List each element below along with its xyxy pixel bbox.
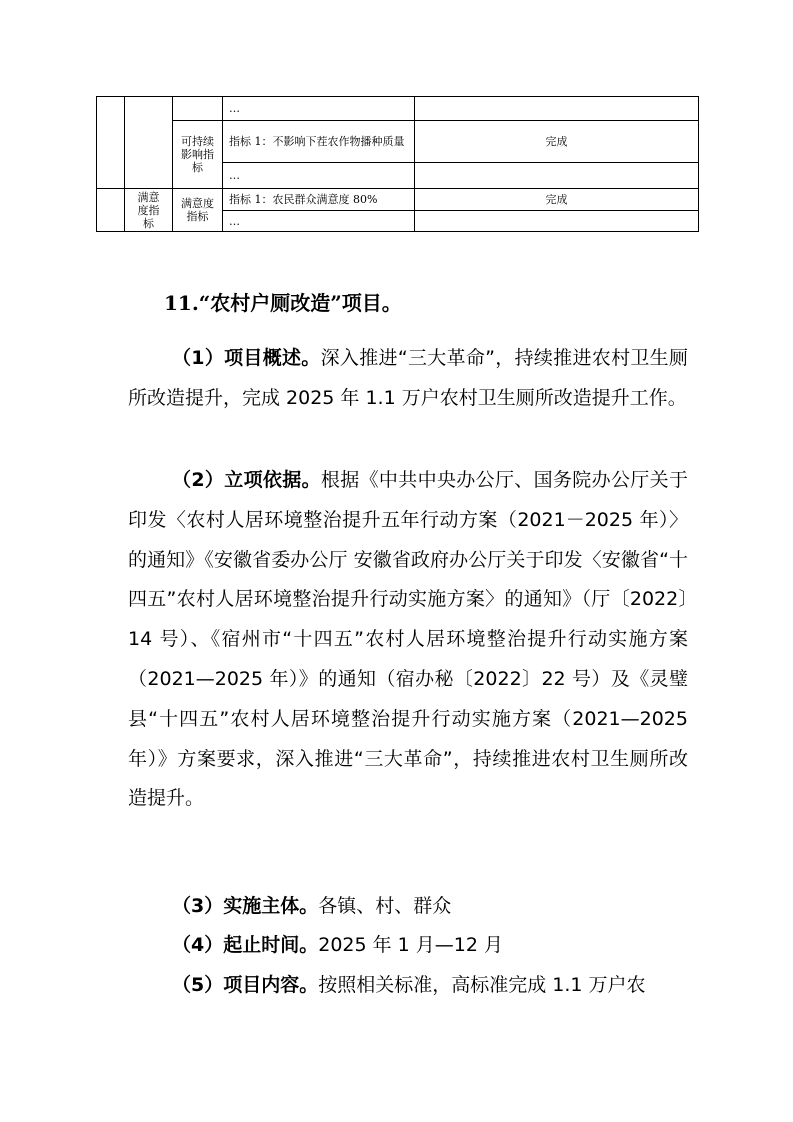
overview-text: 深入推进“三大革命”，持续推进农村卫生厕所改造提升，完成 2025 年 1.1 万户农村卫生厕所改造提升工作。 (128, 347, 688, 409)
satisfaction-value-cell: 完成 (415, 189, 699, 211)
table-first-col-cell (97, 189, 125, 232)
sustainability-value-cell: 完成 (415, 121, 699, 163)
table-ellipsis-cell: … (223, 163, 415, 189)
paragraph-overview (128, 339, 688, 419)
table-second-col-cell (125, 97, 173, 189)
table-blank-cell (173, 97, 223, 121)
table-blank-cell (415, 97, 699, 121)
paragraph-period (128, 926, 688, 966)
sustainability-category-cell: 可持续影响指标 (173, 121, 223, 189)
paragraph-implementer (128, 887, 688, 927)
paragraph-content (128, 966, 688, 1006)
table-blank-cell (415, 163, 699, 189)
table-ellipsis-cell: … (223, 211, 415, 232)
paragraph-basis (128, 461, 688, 819)
table-ellipsis-cell: … (223, 97, 415, 121)
sustainability-indicator-cell: 指标 1：不影响下茬农作物播种质量 (223, 121, 415, 163)
table-first-col-cell (97, 97, 125, 189)
table-blank-cell (415, 211, 699, 232)
implementer-text: 各镇、村、群众 (318, 895, 452, 917)
overview-lead: （1）项目概述。 (172, 347, 321, 369)
basis-text: 根据《中共中央办公厅、国务院办公厅关于印发〈农村人居环境整治提升五年行动方案（2021－2025 年）〉的通知》《安徽省委办公厅 安徽省政府办公厅关于印发〈安徽省“十四五”农村人居环境整治提升行动实施方案〉的通知》（厅〔2022〕14 号）、《宿州市“十四五”农村人居环境整治提升行动实施方案（2021—2025 年）》的通知（宿办秘〔2022〕22 号）及《灵璧县“十四五”农村人居环境整治提升行动实施方案（2021—2025 年）》方案要求，深入推进“三大革命”，持续推进农村卫生厕所改造提升。 (128, 469, 688, 810)
content-lead: （5）项目内容。 (172, 974, 319, 996)
implementer-lead: （3）实施主体。 (172, 895, 319, 917)
section-heading: 11.“农村户厕改造”项目。 (164, 291, 402, 315)
satisfaction-category-cell: 满意度指标 (173, 189, 223, 232)
basis-lead: （2）立项依据。 (172, 469, 321, 491)
performance-indicator-table (96, 96, 698, 241)
period-lead: （4）起止时间。 (172, 934, 319, 956)
content-text: 按照相关标准，高标准完成 1.1 万户农 (318, 974, 646, 996)
satisfaction-indicator-cell: 指标 1：农民群众满意度 80% (223, 189, 415, 211)
period-text: 2025 年 1 月—12 月 (318, 934, 504, 956)
indicator-table (96, 96, 699, 232)
satisfaction-outer-cell: 满意度指标 (125, 189, 173, 232)
